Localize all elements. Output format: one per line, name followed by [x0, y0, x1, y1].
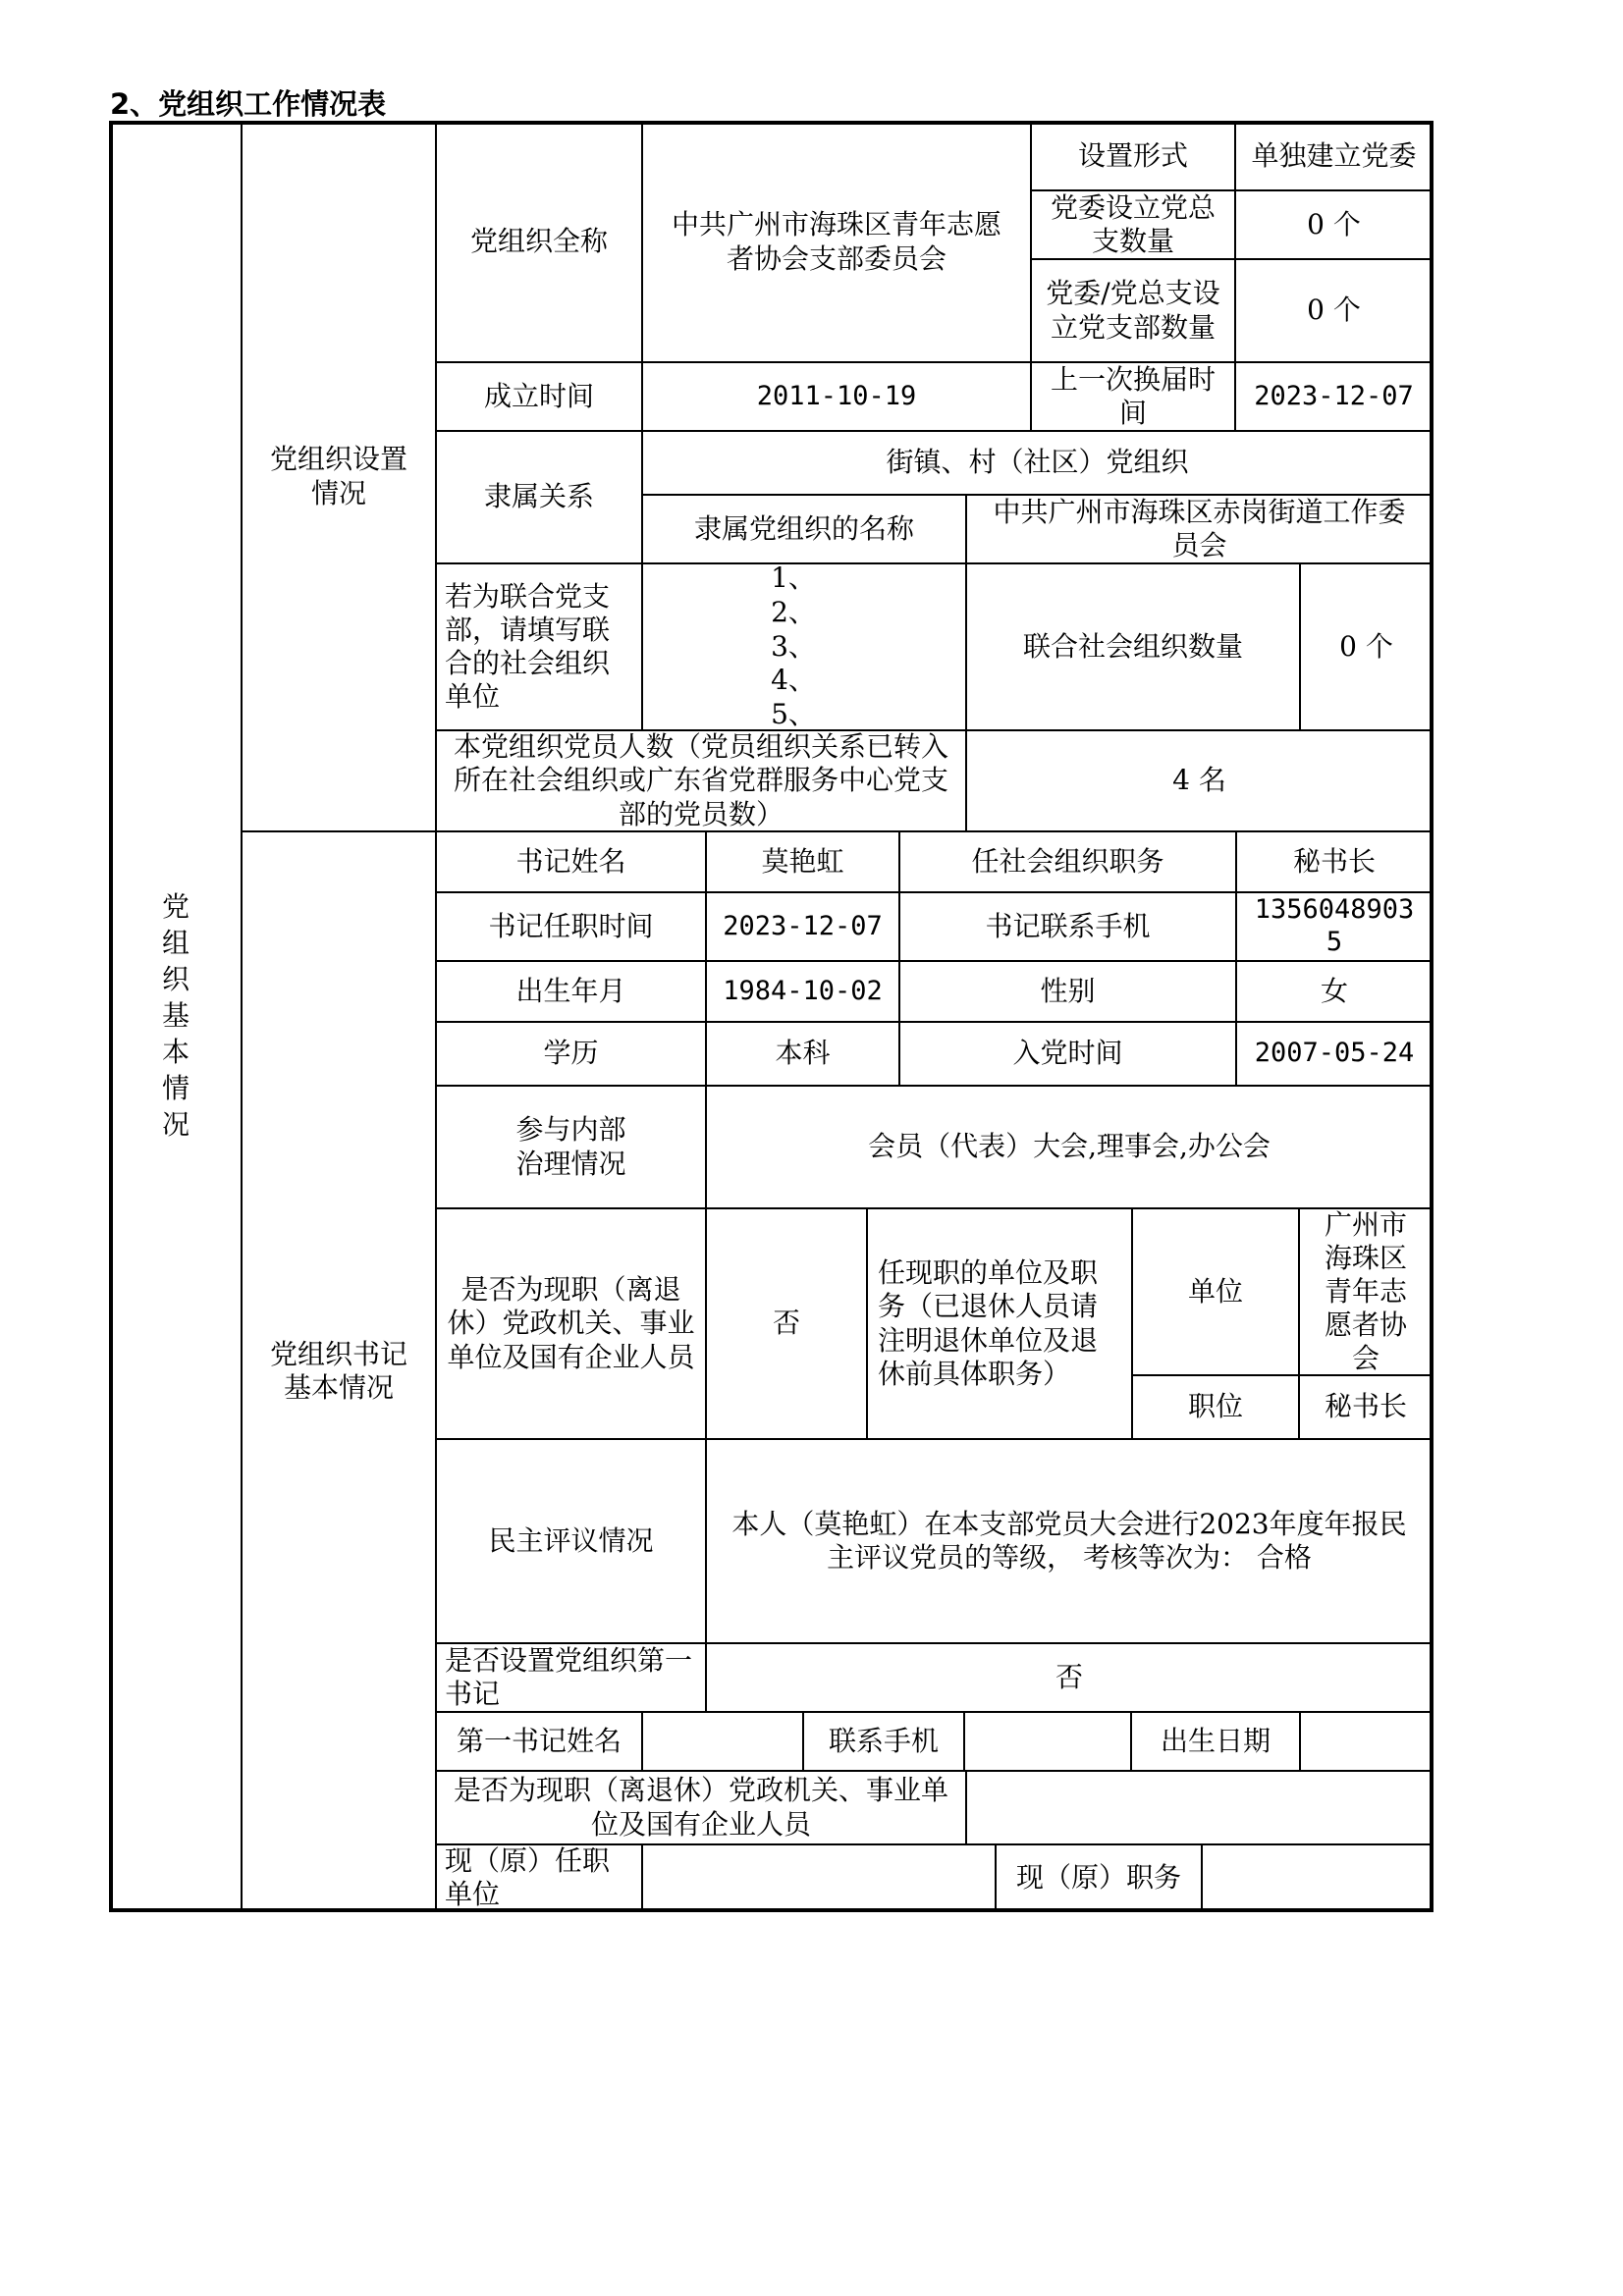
- birth-value: 1984-10-02: [705, 960, 900, 1023]
- post-label: 职位: [1131, 1374, 1300, 1440]
- members-label: 本党组织党员人数（党员组织关系已转入所在社会组织或广东省党群服务中心党支部的党员数）: [435, 729, 967, 832]
- first-secretary-name-value: [641, 1711, 804, 1772]
- current-unit-label: 现（原）任职单位: [435, 1843, 643, 1912]
- edu-label: 学历: [435, 1021, 707, 1087]
- joint-unit-item: 5、: [771, 698, 816, 731]
- first-secretary-incumbent-label: 是否为现职（离退休）党政机关、事业单位及国有企业人员: [435, 1770, 967, 1845]
- section-label-char: 基: [161, 999, 189, 1033]
- post-value: 秘书长: [1298, 1374, 1434, 1440]
- term-label: 书记任职时间: [435, 891, 707, 962]
- edu-value: 本科: [705, 1021, 900, 1087]
- branches-label: 党委设立党总支数量: [1030, 189, 1236, 260]
- sub-branches-value: 0 个: [1234, 258, 1434, 363]
- first-secretary-label: 是否设置党组织第一书记: [435, 1642, 707, 1713]
- current-post-label: 现（原）职务: [995, 1843, 1203, 1912]
- current-post-value: [1201, 1843, 1434, 1912]
- joint-unit-item: 4、: [771, 664, 816, 697]
- incumbent-label: 是否为现职（离退休）党政机关、事业单位及国有企业人员: [435, 1207, 707, 1440]
- affiliation-value: 街镇、村（社区）党组织: [641, 430, 1434, 496]
- full-name-value: 中共广州市海珠区青年志愿者协会支部委员会: [641, 121, 1032, 363]
- form-label: 设置形式: [1030, 121, 1236, 191]
- form-heading: 2、党组织工作情况表: [110, 87, 387, 121]
- secretary-name-value: 莫艳虹: [705, 830, 900, 893]
- section-label-char: 组: [161, 927, 189, 960]
- position-label: 任现职的单位及职务（已退休人员请注明退休单位及退休前具体职务）: [866, 1207, 1133, 1440]
- term-value: 2023-12-07: [705, 891, 900, 962]
- phone-value: 13560489035: [1235, 891, 1434, 962]
- section-label-char: 织: [161, 963, 189, 996]
- parent-name-label: 隶属党组织的名称: [641, 494, 967, 564]
- first-secretary-birth-label: 出生日期: [1130, 1711, 1301, 1772]
- org-role-value: 秘书长: [1235, 830, 1434, 893]
- unit-label: 单位: [1131, 1207, 1300, 1376]
- sub-branches-label: 党委/党总支设立党支部数量: [1030, 258, 1236, 363]
- joint-unit-item: 3、: [771, 629, 816, 663]
- full-name-label: 党组织全称: [435, 121, 643, 363]
- section-label-char: 本: [161, 1035, 189, 1068]
- branches-value: 0 个: [1234, 189, 1434, 260]
- joint-units-list: [641, 562, 967, 731]
- secretary-name-label: 书记姓名: [435, 830, 707, 893]
- section-label-char: 况: [161, 1107, 189, 1141]
- governance-label: 参与内部治理情况: [435, 1085, 707, 1209]
- section-label-basic-info: [109, 121, 243, 1912]
- first-secretary-phone-value: [963, 1711, 1132, 1772]
- review-label: 民主评议情况: [435, 1438, 707, 1644]
- section-label-char: 党: [161, 890, 189, 924]
- party-join-label: 入党时间: [898, 1021, 1237, 1087]
- first-secretary-incumbent-value: [965, 1770, 1434, 1845]
- joint-unit-item: 1、: [771, 561, 816, 595]
- governance-value: 会员（代表）大会,理事会,办公会: [705, 1085, 1434, 1209]
- joint-label: 若为联合党支部，请填写联合的社会组织单位: [435, 562, 643, 731]
- incumbent-value: 否: [705, 1207, 868, 1440]
- last-election-value: 2023-12-07: [1234, 361, 1434, 432]
- phone-label: 书记联系手机: [898, 891, 1237, 962]
- birth-label: 出生年月: [435, 960, 707, 1023]
- joint-count-label: 联合社会组织数量: [965, 562, 1301, 731]
- founded-label: 成立时间: [435, 361, 643, 432]
- review-value: 本人（莫艳虹）在本支部党员大会进行2023年度年报民主评议党员的等级， 考核等次为： 合格: [705, 1438, 1434, 1644]
- first-secretary-value: 否: [705, 1642, 1434, 1713]
- section-label-char: 情: [161, 1071, 189, 1104]
- first-secretary-phone-label: 联系手机: [802, 1711, 965, 1772]
- secretary-group-label: 党组织书记基本情况: [241, 830, 437, 1912]
- current-unit-value: [641, 1843, 997, 1912]
- members-value: 4 名: [965, 729, 1434, 832]
- gender-label: 性别: [898, 960, 1237, 1023]
- parent-name-value: 中共广州市海珠区赤岗街道工作委员会: [965, 494, 1434, 564]
- setup-group-label: 党组织设置情况: [241, 121, 437, 832]
- unit-value: 广州市海珠区青年志愿者协会: [1298, 1207, 1434, 1376]
- first-secretary-birth-value: [1299, 1711, 1434, 1772]
- party-join-value: 2007-05-24: [1235, 1021, 1434, 1087]
- joint-count-value: 0 个: [1299, 562, 1434, 731]
- joint-unit-item: 2、: [771, 595, 816, 628]
- first-secretary-name-label: 第一书记姓名: [435, 1711, 643, 1772]
- org-role-label: 任社会组织职务: [898, 830, 1237, 893]
- affiliation-label: 隶属关系: [435, 430, 643, 564]
- form-value: 单独建立党委: [1234, 121, 1434, 191]
- last-election-label: 上一次换届时间: [1030, 361, 1236, 432]
- founded-value: 2011-10-19: [641, 361, 1032, 432]
- gender-value: 女: [1235, 960, 1434, 1023]
